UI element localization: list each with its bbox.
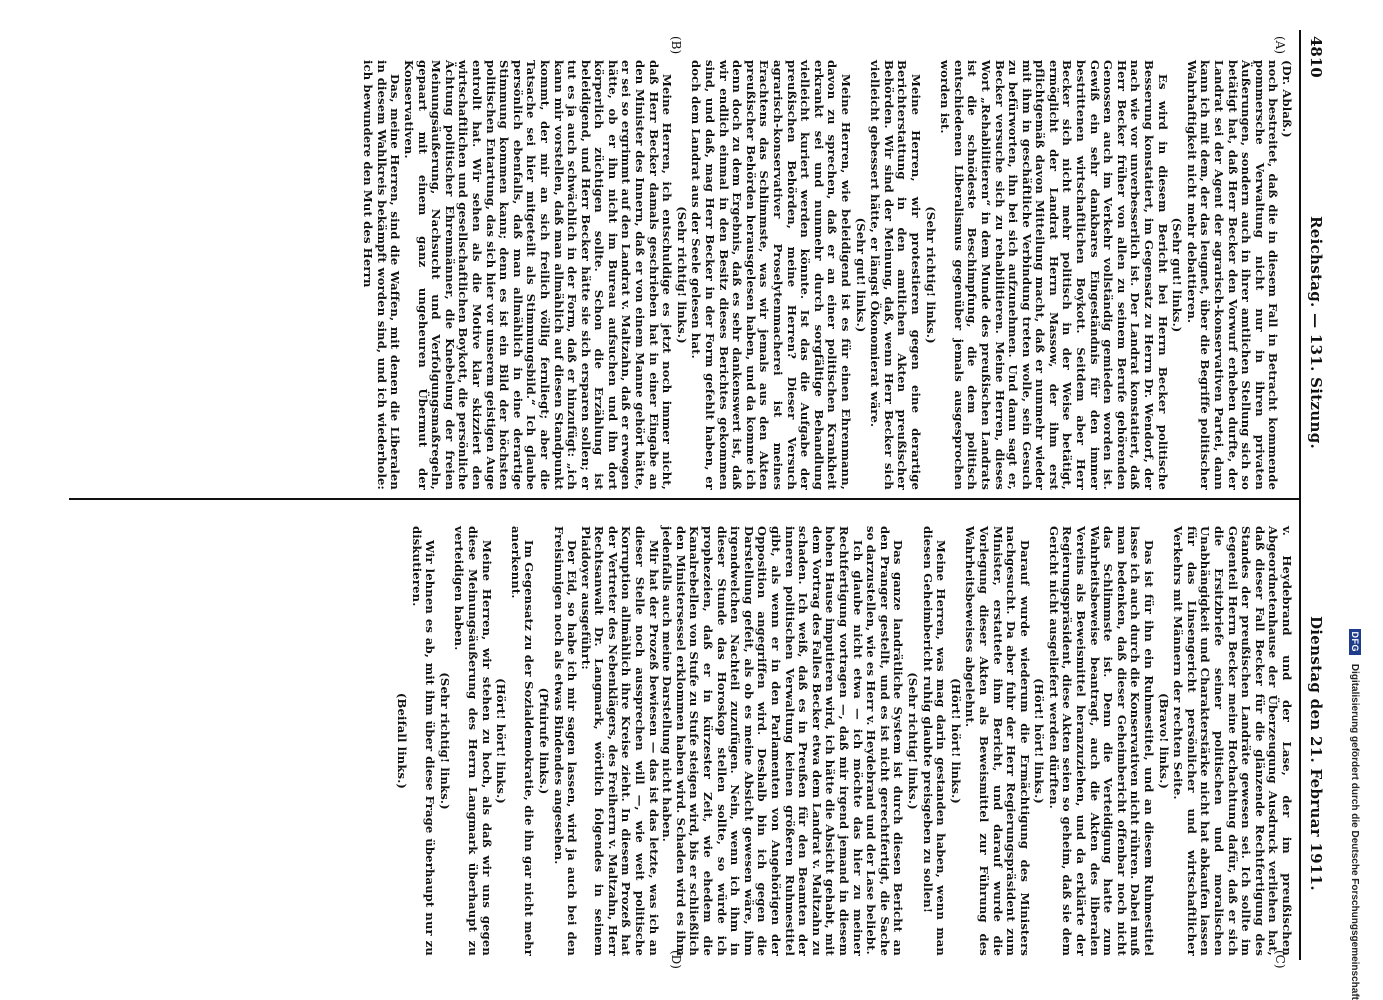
interjection: (Hört! hört! links.) <box>1032 678 1047 804</box>
session-title: Reichstag. — 131. Sitzung. <box>1307 216 1325 450</box>
digitization-note <box>1349 0 1361 1000</box>
interjection: (Sehr gut! links.) <box>1170 217 1185 333</box>
session-date: Dienstag den 21. Februar 1911. <box>1307 616 1325 891</box>
paragraph: Meine Herren, wir protestieren gegen eine derartige Berichterstattung in den amtlichen Akten preußischer Behörden. Wir sind der Meinung, daß, wenn Herr Becker sich vielleicht gebessert hätte, er längst Ökonomierat wäre. <box>868 60 923 490</box>
page-number: 4810 <box>1307 36 1325 78</box>
speaker-note: (Dr. Ablaß.) <box>1280 60 1294 138</box>
quotation: Der Eid, so habe ich mir sagen lassen, wird ja auch bei den Freisinnigen noch als etwas Bindendes angesehen. <box>551 526 580 956</box>
paragraph: Das ganze landrätliche System ist durch diesen Bericht an den Pranger gestellt, und es ist nicht gerechtfertigt, die Sache so darzustellen, wie es Herr v. Heydebrand und der Lase beliebt. <box>864 526 906 956</box>
paragraph: Meine Herren, was mag darin gestanden haben, wenn man diesen Geheimbericht ruhig glaubte preisgeben zu sollen! <box>920 526 949 956</box>
page-header <box>1299 36 1325 960</box>
margin-marker-b: (B) <box>669 36 683 55</box>
left-column <box>361 60 1293 490</box>
paragraph: Meine Herren, ich entschuldige es jetzt noch immer nicht, daß Herr Becker damals geschrieben hat in einer Eingabe an den Minister des Innern, daß er von einem Manne gehört hätte, er sei so ergrimmt auf den Landrat v. Maltzahn, daß er erwogen hätte, ob er ihn nicht im Bureau aufsuchen und ihn dort körperlich züchtigen sollte. Schon die Erzählung ist beleidigend, und Herr Becker hätte sie sich ersparen sollen; er tut es ja auch schwächlich in der Form, daß er hinzufügt: „ich kann mir vorstellen, daß man allmählich auf diesen Standpunkt kommt, der mir an sich freilich völlig fernliegt; aber die Tatsache sei hier mitgeteilt als Stimmungsbild.“ Ich glaube persönlich ebenfalls, daß man allmählich in eine derartige Stimmung kommen kann; denn es ist ein Bild der höchsten politischen Entartung, das sich hier vor unserem geistigen Auge entrollt hat. Wir sehen als die Motive klar skizziert den wirtschaftlichen und gesellschaftlichen Boykott, die persönliche Ächtung politischer Ehrenmänner, die Knebelung der freien Meinungsäußerung, Nachsucht und Verfolgungsmaßregeln, gepaart mit einem ganz ungeheuren Übermut der Konservativen. <box>402 60 675 490</box>
dfg-logo: DFG <box>1349 629 1361 656</box>
paragraph: Das, meine Herren, sind die Waffen, mit denen die Liberalen in diesem Wahlkreis bekämpft worden sind, und ich wiederhole: ich bewundere den Mut des Herrn <box>361 60 403 490</box>
paragraph: v. Heydebrand und der Lase, der im preußischen Abgeordnetenhause der Überzeugung Ausdruck verliehen hat, daß dieser Fall Becker für die glänzende Rechtfertigung des Standes der preußischen Landräte gewesen sei. Ich sollte im Gegenteil Herrn Becker meine Hochachtung dafür, daß er sich die Ersitzbriefe seiner politischen und moralischen Unabhängigkeit und Charakterstärke nicht hat abkaufen lassen für das Linsengericht persönlicher und wirtschaftlicher Verkehrs mit Männern der rechten Seite. <box>1171 526 1294 956</box>
interjection: (Sehr richtig! links.) <box>674 206 689 344</box>
paragraph: Darauf wurde wiederum die Ermächtigung des Ministers nachgesucht. Da aber fuhr der Herr Regierungspräsident zum Minister, erstattete ihm Bericht, und darauf wurde die Vorlegung dieser Akten als Beweismittel zur Führung des Wahrheitsbeweises abgelehnt. <box>963 526 1032 956</box>
paragraph: Wir lehnen es ab, mit ihm über diese Frage überhaupt nur zu diskutieren. <box>409 526 438 956</box>
margin-marker-a: (A) <box>1273 36 1287 55</box>
column-divider <box>69 498 1299 500</box>
interjection: (Bravo! links.) <box>1156 692 1171 790</box>
paragraph: Im Gegensatz zu der Sozialdemokratie, die ihn gar nicht mehr anerkennt. <box>508 526 537 956</box>
interjection: (Sehr richtig! links.) <box>905 672 920 810</box>
interjection: (Sehr richtig! links.) <box>437 672 452 810</box>
right-column <box>393 526 1293 956</box>
margin-marker-d: (D) <box>669 950 683 969</box>
margin-marker-c: (C) <box>1273 950 1287 969</box>
header-rule <box>1299 30 1301 960</box>
paragraph: Meine Herren, wir stehen zu hoch, als daß wir uns gegen diese Meinungsäußerung des Herrn Langmark überhaupt zu verteidigen haben. <box>452 526 494 956</box>
interjection: (Sehr richtig! links.) <box>923 206 938 344</box>
paragraph: Das ist für ihn ein Ruhmestitel, und an diesem Ruhmestitel lasse ich auch durch die Konservativen nicht rühren. Dabei muß man bedenken, daß dieser Geheimbericht offenbar noch nicht das Schlimmste ist. Denn die Verteidigung hatte zum Wahrheitsbeweise beantragt, auch die Akten des liberalen Vereins als Beweismittel heranzuziehen, und da erklärte der Regierungspräsident, diese Akten seien so geheim, daß sie dem Gericht nicht ausgeliefert werden dürften. <box>1046 526 1157 956</box>
paragraph: Es wird in diesem Bericht bei Herrn Becker politische Besserung konstatiert, im Gegensatz zu Herrn Dr. Wendorf, der nach wie vor unverbesserlich ist. Der Landrat konstatiert, daß Herr Becker früher von allen zu seinem Berufe gehörenden Genossen auch im Verkehr vollständig gemieden worden ist. Gewiß ein sehr dankbares Eingeständnis für den immer bestrittenen wirtschaftlichen Boykott. Seitdem aber Herr Becker sich nicht mehr politisch in der Weise betätigt, ermöglicht der Landrat Herrn Massow, der ihm erst pflichtgemäß davon Mitteilung macht, daß er nunmehr wieder mit ihm in geschäftliche Verbindung treten wolle, sein Gesuch zu befürworten, ihn bei sich aufzunehmen. Und dann sagt er, Becker versuche sich zu rehabilitieren. Meine Herren, dieses Wort „Rehabilitieren“ in dem Munde des preußischen Landrats ist die schnödeste Beschimpfung, die dem politisch entschiedenen Liberalismus gegenüber jemals ausgesprochen worden ist. <box>938 60 1170 490</box>
paragraph: Mir hat der Prozeß bewiesen — das ist das letzte, was ich an dieser Stelle noch aussprechen will —, wie weit politische Korruption allmählich ihre Kreise zieht. In diesem Prozeß hat der Vertreter des Nebenklägers, des Freiherrn v. Maltzahn, Herr Rechtsanwalt Dr. Langmark, wörtlich folgendes in seinem Plaidoyer ausgeführt: <box>578 526 661 956</box>
digitization-text: Digitalisierung gefördert durch die Deutsche Forschungsgemeinschaft <box>1349 663 1360 1000</box>
interjection: (Hört! hört! links.) <box>948 678 963 804</box>
interjection: (Hört! hört! links.) <box>494 678 509 804</box>
interjection: (Pfuirufe links.) <box>536 687 551 795</box>
interjection: (Beifall links.) <box>395 692 409 790</box>
paragraph: Meine Herren, wie beleidigend ist es für einen Ehrenmann, davon zu sprechen, daß er an einer politischen Krankheit erkrankt sei und nunmehr durch sorgfältige Behandlung vielleicht kuriert werden könnte. Ist das die Aufgabe der preußischen Behörden, meine Herren? Dieser Versuch agrarisch-konservativer Proselytenmacherei ist meines Erachtens das Schlimmste, was wir jemals aus den Akten preußischer Behörden herausgelesen haben, und da komme ich denn doch zu dem Ergebnis, daß es sehr dankenswert ist, daß wir endlich einmal in den Besitz dieses Berichtes gekommen sind, und daß, mag Herr Becker in der Form gefehlt haben, er doch dem Landrat aus der Seele gelesen hat. <box>689 60 853 490</box>
paragraph: noch bestreitet, daß die in diesem Fall in Betracht kommende pommersche Verwaltung nicht nur in ihren privaten Äußerungen, sondern auch in ihrer amtlichen Stellung sich so betätigt hat, daß Herr Becker den Vorwurf erheben durfte, der Landrat sei der Agent der agrarisch-konservativen Partei, dann kann ich mit dem, der das leugnet, über die Begriffe politischer Wahrhaftigkeit nicht mehr debattieren. <box>1184 60 1281 490</box>
interjection: (Sehr gut! links.) <box>853 217 868 333</box>
paragraph: Ich glaube nicht etwa — ich möchte das hier zu meiner Rechtfertigung vortragen —, daß mir irgend jemand in diesem hohen Hause imputieren wird, ich hätte die Absicht gehabt, mit dem Vortrag des Falles Becker etwa dem Landrat v. Maltzahn zu schaden. Ich weiß, daß es in Preußen für den Beamten der inneren politischen Verwaltung keinen größeren Ruhmestitel gibt, als wenn er in den Parlamenten von Angehörigen der Opposition angegriffen wird. Deshalb bin ich gegen die Darstellung gefeit, als ob es meine Absicht gewesen wäre, ihm irgendwelchen Nachteil zuzufügen. Nein, wenn ich ihm in dieser Stunde das Horoskop stellen sollte, so würde ich prophezeien, daß er in kürzester Zeit, wie ehedem die Kanalrebellen von Stufe zu Stufe steigen wird, bis er schließlich den Ministersessel erklommen haben wird. Schaden wird es ihm jedenfalls auch meine Darstellung nicht haben. <box>660 526 865 956</box>
